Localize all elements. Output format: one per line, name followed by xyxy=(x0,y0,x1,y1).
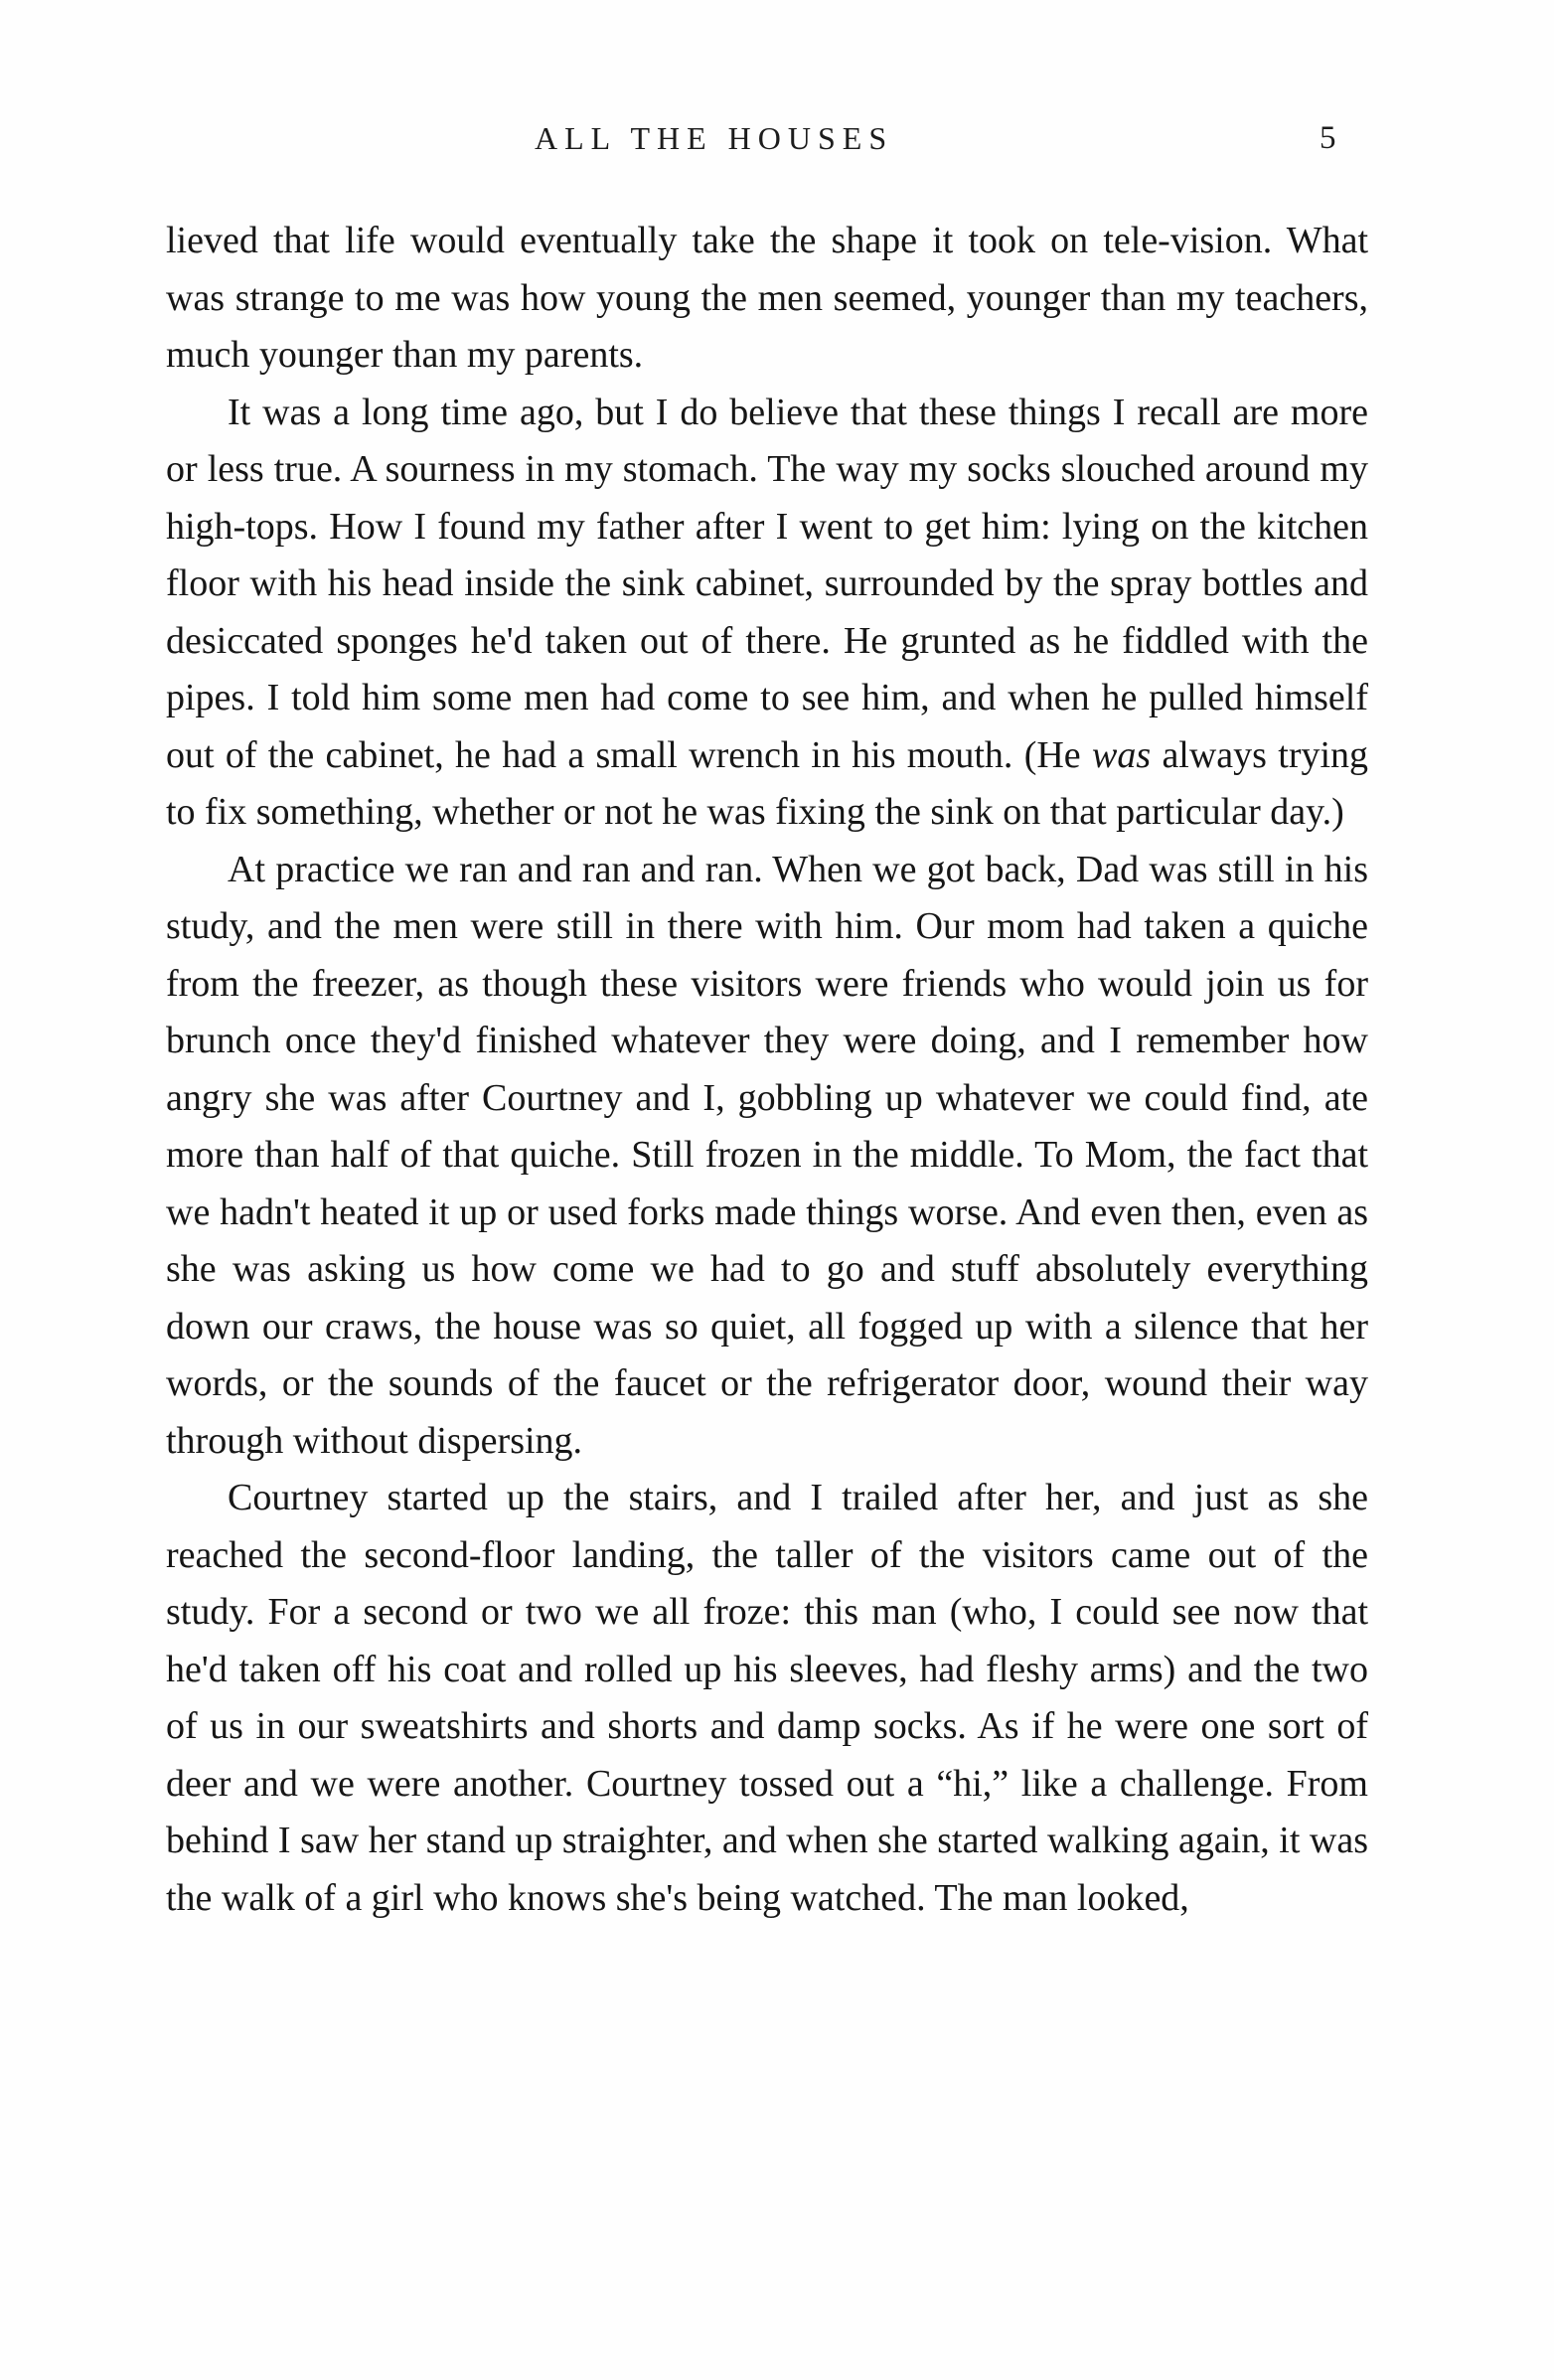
paragraph-2 xyxy=(166,385,1368,842)
paragraph-4: Courtney started up the stairs, and I trailed after her, and just as she reached the second-floor landing, the taller of the visitors came out of the study. For a second or two we all froze: this man (who, I could see now that he'd taken off his coat and rolled up his sleeves, had fleshy arms) and the two of us in our sweatshirts and shorts and damp socks. As if he were one sort of deer and we were another. Courtney tossed out a “hi,” like a challenge. From behind I saw her stand up straighter, and when she started walking again, it was the walk of a girl who knows she's being watched. The man looked, xyxy=(166,1477,1368,1919)
paragraph-2-text: It was a long time ago, but I do believe that these things I recall are more or less true. A sourness in my stomach. The way my socks slouched around my high-tops. How I found my father after I went to get him: lying on the kitchen floor with his head inside the sink cabinet, surrounded by the spray bottles and desiccated sponges he'd taken out of there. He grunted as he fiddled with the pipes. I told him some men had come to see him, and when he pulled himself out of the cabinet, he had a small wrench in his mouth. (He xyxy=(166,391,1368,776)
running-header xyxy=(0,120,1554,170)
paragraph-2-emphasis: was xyxy=(1091,733,1152,776)
paragraph-1: lieved that life would eventually take the shape it took on tele-vision. What was strange to me was how young the men seemed, younger than my teachers, much younger than my parents. xyxy=(166,220,1368,376)
body-text xyxy=(166,213,1368,1927)
paragraph-3: At practice we ran and ran and ran. When we got back, Dad was still in his study, and the men were still in there with him. Our mom had taken a quiche from the freezer, as though these visitors were friends who would join us for brunch once they'd finished whatever they were doing, and I remember how angry she was after Courtney and I, gobbling up whatever we could find, ate more than half of that quiche. Still frozen in the middle. To Mom, the fact that we hadn't heated it up or used forks made things worse. And even then, even as she was asking us how come we had to go and stuff absolutely everything down our craws, the house was so quiet, all fogged up with a silence that her words, or the sounds of the faucet or the refrigerator door, wound their way through without dispersing. xyxy=(166,848,1368,1462)
paragraph-2-end: always trying to fix something, whether or not he was fixing the sink on that particular day.) xyxy=(166,733,1369,833)
running-title: ALL THE HOUSES xyxy=(535,120,894,156)
page-number: 5 xyxy=(1320,120,1336,156)
